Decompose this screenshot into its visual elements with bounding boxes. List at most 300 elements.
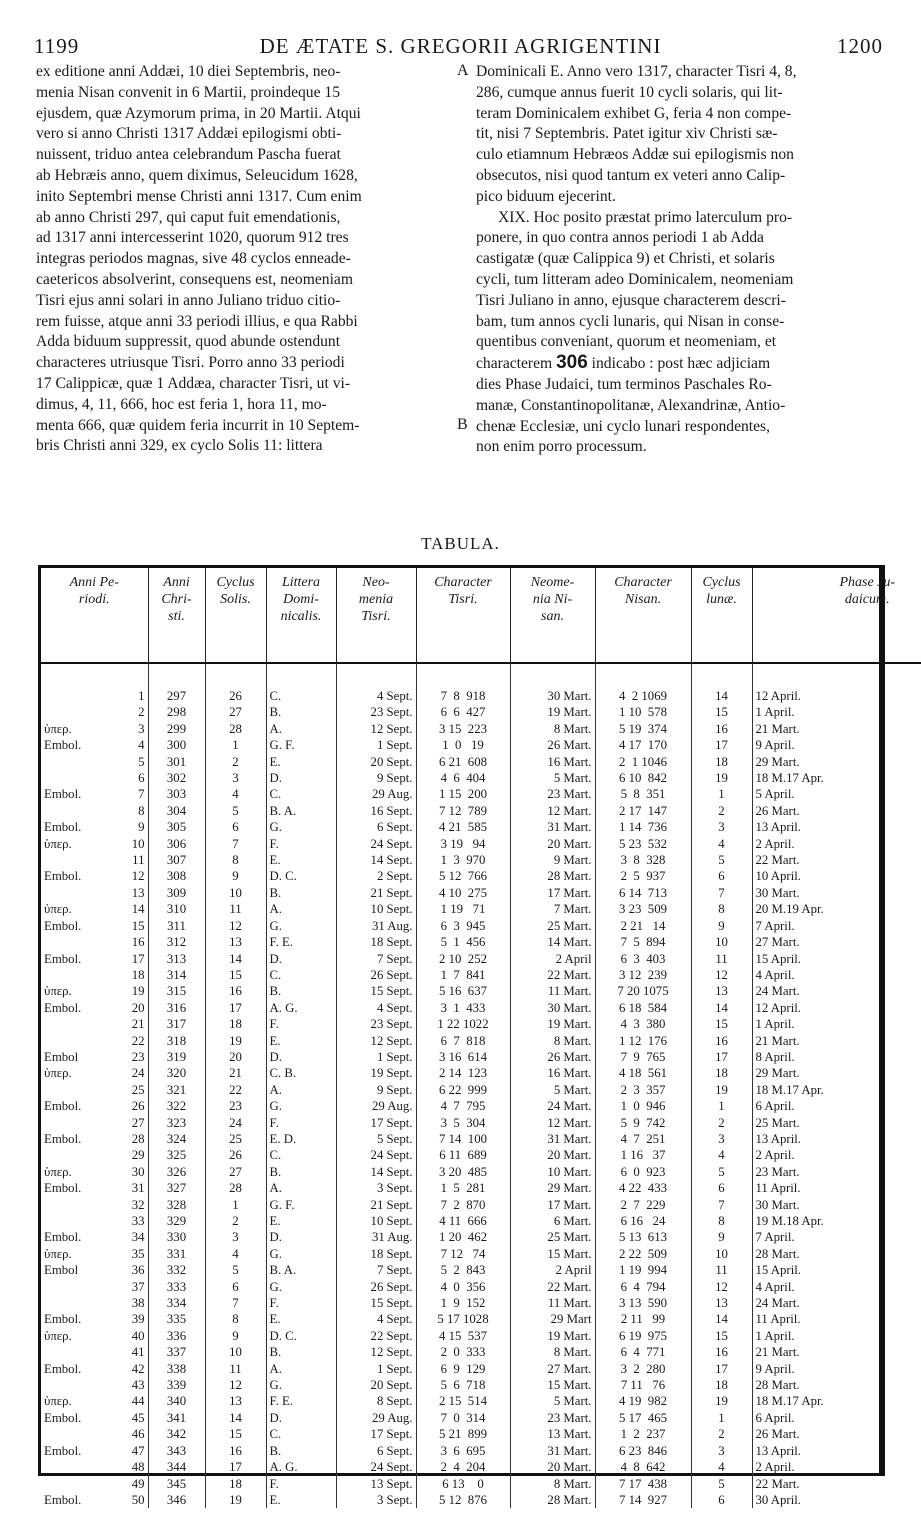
right-paragraph-2 (476, 208, 886, 354)
period-year-number: 32 (131, 1197, 145, 1212)
period-year-cell (41, 1492, 148, 1508)
table-cell: 4 17 170 (595, 737, 691, 753)
table-cell: 21 Mart. (755, 721, 800, 736)
table-cell: 10 (691, 934, 752, 950)
table-cell: 17 (691, 1049, 752, 1065)
year-type-label: Embol. (44, 918, 82, 933)
table-cell: D. (266, 1410, 336, 1426)
table-row (41, 836, 921, 852)
table-cell: 11 Mart. (510, 1295, 595, 1311)
period-year-cell (41, 1459, 148, 1475)
table-row (41, 967, 921, 983)
table-cell: 317 (148, 1016, 205, 1032)
table-cell: 2 (691, 803, 752, 819)
period-year-number: 44 (131, 1394, 145, 1409)
table-cell: B. (266, 885, 336, 901)
table-cell: B. (266, 983, 336, 999)
table-cell: 2 3 357 (595, 1082, 691, 1098)
table-row (41, 1262, 921, 1278)
table-cell: D. (266, 1229, 336, 1245)
table-cell: 17 (691, 737, 752, 753)
text-line: vero si anno Christi 1317 Addæi epilogismi obti- (36, 125, 342, 143)
table-cell: 340 (148, 1393, 205, 1409)
text-line: caetericos absolverint, consequens est, neomeniam (36, 270, 353, 288)
table-row (41, 1213, 921, 1229)
table-cell: 5 17 465 (595, 1410, 691, 1426)
text-line: pico biduum ejecerint. (476, 187, 616, 205)
table-row (41, 951, 921, 967)
table-cell: 4 18 561 (595, 1065, 691, 1081)
table-cell: 6 Mart. (510, 1213, 595, 1229)
table-cell: 29 Aug. (336, 1098, 416, 1114)
table-cell: 6 7 818 (416, 1033, 510, 1049)
table-cell: 14 (691, 663, 752, 704)
table-row (41, 885, 921, 901)
table-cell: 31 Mart. (510, 819, 595, 835)
table-cell: F. (266, 1476, 336, 1492)
period-year-cell (41, 704, 148, 720)
table-cell: B. (266, 1344, 336, 1360)
text-line: menia Nisan convenit in 6 Martii, proindeque 15 (36, 83, 341, 101)
table-cell: 8 Mart. (510, 721, 595, 737)
table-cell: 6 4 771 (595, 1344, 691, 1360)
period-year-number: 12 (131, 869, 145, 884)
table-cell: 13 April. (755, 1443, 802, 1458)
table-cell: 3 8 328 (595, 852, 691, 868)
table-cell: 19 (691, 1393, 752, 1409)
year-type-label: ὑπερ. (44, 721, 72, 736)
table-cell: 27 (205, 1164, 266, 1180)
table-cell: 21 Sept. (336, 1197, 416, 1213)
bold-number: 306 (556, 352, 588, 374)
table-cell: 5 9 742 (595, 1115, 691, 1131)
table-cell: E. (266, 1033, 336, 1049)
table-cell: 1 April. (755, 705, 795, 720)
table-cell: D. (266, 770, 336, 786)
table-row (41, 1344, 921, 1360)
table-body (41, 663, 921, 1508)
period-year-cell (41, 885, 148, 901)
table-cell: 1 April. (755, 1328, 795, 1343)
period-year-number: 40 (131, 1328, 145, 1343)
text-line: ab anno Christi 297, qui caput fuit emendationis, (36, 208, 341, 226)
table-cell: 18 M.17 Apr. (755, 1394, 824, 1409)
table-cell: 13 (691, 1295, 752, 1311)
table-cell: 14 (205, 951, 266, 967)
table-cell: 29 Mart. (755, 1066, 800, 1081)
table-row (41, 737, 921, 753)
table-cell: 314 (148, 967, 205, 983)
year-type-label: Embol. (44, 1230, 82, 1245)
right-paragraph-1 (476, 62, 886, 208)
table-cell: 343 (148, 1443, 205, 1459)
table-cell: 1 (691, 1410, 752, 1426)
table-cell: A. (266, 1180, 336, 1196)
column-header: Littera Domi- nicalis. (266, 568, 336, 663)
table-cell: 19 Sept. (336, 1065, 416, 1081)
table-cell: 6 23 846 (595, 1443, 691, 1459)
period-year-number: 3 (138, 721, 145, 736)
table-cell: 18 (691, 1065, 752, 1081)
table-cell: 15 (205, 967, 266, 983)
table-cell: 14 Sept. (336, 1164, 416, 1180)
table-cell: 16 (205, 983, 266, 999)
text-line: chenæ Ecclesiæ, uni cyclo lunari respondentes, (476, 417, 771, 435)
table-cell: 3 19 94 (416, 836, 510, 852)
table-cell: 14 (691, 1311, 752, 1327)
table-cell: 7 9 765 (595, 1049, 691, 1065)
table-cell: 29 Mart. (510, 1180, 595, 1196)
period-year-cell (41, 918, 148, 934)
table-cell: 4 (691, 836, 752, 852)
period-year-number: 20 (131, 1000, 145, 1015)
period-year-cell (41, 721, 148, 737)
text-line: manæ, Constantinopolitanæ, Alexandrinæ, Antio- (476, 396, 786, 414)
text-line: non enim porro processum. (476, 438, 647, 456)
table-cell: 2 4 204 (416, 1459, 510, 1475)
table-cell: 29 Mart (510, 1311, 595, 1327)
table-cell: 25 Mart. (510, 918, 595, 934)
table-cell: 18 (205, 1476, 266, 1492)
period-year-number: 15 (131, 918, 145, 933)
period-year-cell (41, 967, 148, 983)
table-cell: 297 (148, 663, 205, 704)
table-cell: 12 Mart. (510, 803, 595, 819)
table-cell: 4 3 380 (595, 1016, 691, 1032)
table-row (41, 786, 921, 802)
period-year-number: 14 (131, 902, 145, 917)
table-cell: 1 Sept. (336, 737, 416, 753)
table-cell: 7 April. (755, 918, 795, 933)
table-cell: 4 8 642 (595, 1459, 691, 1475)
period-year-cell (41, 1131, 148, 1147)
table-cell: 4 6 404 (416, 770, 510, 786)
table-cell: 24 Mart. (755, 1296, 800, 1311)
period-year-number: 48 (131, 1460, 145, 1475)
table-cell: 6 10 842 (595, 770, 691, 786)
period-year-number: 41 (131, 1345, 145, 1360)
year-type-label: Embol. (44, 1181, 82, 1196)
table-cell: 10 Sept. (336, 1213, 416, 1229)
table-cell: 26 Mart. (510, 737, 595, 753)
table-cell: 20 (205, 1049, 266, 1065)
table-cell: D. (266, 1049, 336, 1065)
table-cell: 7 Sept. (336, 1262, 416, 1278)
table-cell: 11 April. (755, 1181, 801, 1196)
table-cell: 7 12 74 (416, 1246, 510, 1262)
table-cell: 302 (148, 770, 205, 786)
table-cell: 6 19 975 (595, 1328, 691, 1344)
table-cell: 29 Aug. (336, 786, 416, 802)
table-cell: C. (266, 967, 336, 983)
table-cell: 4 (205, 786, 266, 802)
table-cell: 7 (205, 1295, 266, 1311)
table-cell: 9 April. (755, 1361, 795, 1376)
table-cell: 17 Sept. (336, 1426, 416, 1442)
text-line: rem fuisse, atque anni 33 periodi illius, e qua Rabbi (36, 312, 358, 330)
table-cell: 5 (691, 1476, 752, 1492)
table-row (41, 1295, 921, 1311)
table-cell: 15 Sept. (336, 1295, 416, 1311)
table-cell: 344 (148, 1459, 205, 1475)
table-cell: 30 Mart. (755, 1197, 800, 1212)
table-cell: 6 (691, 868, 752, 884)
period-year-number: 33 (131, 1214, 145, 1228)
table-row (41, 918, 921, 934)
table-cell: A. (266, 1082, 336, 1098)
table-cell: 2 21 14 (595, 918, 691, 934)
table-cell: 337 (148, 1344, 205, 1360)
table-row (41, 1476, 921, 1492)
table-cell: 4 Sept. (336, 663, 416, 704)
table-cell: 5 (691, 852, 752, 868)
table-cell: 3 (205, 770, 266, 786)
table-cell: E. D. (266, 1131, 336, 1147)
table-row (41, 1033, 921, 1049)
table-cell: A. (266, 901, 336, 917)
text-line: dies Phase Judaici, tum terminos Paschales Ro- (476, 375, 772, 393)
table-cell: 20 Mart. (510, 836, 595, 852)
table-cell: 4 21 585 (416, 819, 510, 835)
table-row (41, 1279, 921, 1295)
year-type-label: ὑπερ. (44, 984, 72, 999)
table-cell: 17 (205, 1459, 266, 1475)
table-cell: 14 (205, 1410, 266, 1426)
table-cell: 17 Mart. (510, 885, 595, 901)
period-year-number: 21 (131, 1017, 145, 1032)
column-header: Phase Ju- daicum. (752, 568, 921, 663)
table-cell: 20 Sept. (336, 754, 416, 770)
table-cell: 319 (148, 1049, 205, 1065)
table-cell: 9 April. (755, 738, 795, 753)
period-year-number: 11 (132, 853, 145, 868)
table-cell: 8 (691, 901, 752, 917)
column-header: Neo- menia Tisri. (336, 568, 416, 663)
table-cell: 338 (148, 1361, 205, 1377)
table-cell: 3 13 590 (595, 1295, 691, 1311)
text-line: teram Dominicalem exhibet G, feria 4 non compe- (476, 104, 792, 122)
table-cell: 346 (148, 1492, 205, 1508)
period-year-cell (41, 770, 148, 786)
table-cell: 25 Mart. (755, 1115, 800, 1130)
table-cell: 6 6 427 (416, 704, 510, 720)
table-cell: A. (266, 721, 336, 737)
table-cell: 15 (691, 704, 752, 720)
table-cell: 8 Mart. (510, 1344, 595, 1360)
text-line: menta 666, quæ quidem feria incurrit in 10 Septem- (36, 416, 360, 434)
table-cell: B. A. (266, 1262, 336, 1278)
table-cell: 15 (691, 1328, 752, 1344)
text-line: Adda biduum suppressit, quod abunde ostendunt (36, 333, 341, 351)
table-cell: 18 Sept. (336, 934, 416, 950)
table-cell: 14 Mart. (510, 934, 595, 950)
table-row (41, 1328, 921, 1344)
year-type-label: Embol (44, 1263, 79, 1278)
table-row (41, 1393, 921, 1409)
table-cell: 325 (148, 1147, 205, 1163)
text-line: dimus, 4, 11, 666, hoc est feria 1, hora 11, mo- (36, 395, 327, 413)
left-column-text (36, 62, 452, 457)
table-cell: 1 April. (755, 1017, 795, 1032)
tabula-table (38, 565, 896, 1507)
text-line: inito Septembri mense Christi anni 1317. Cum enim (36, 187, 362, 205)
period-year-cell (41, 1262, 148, 1278)
table-cell: 3 15 223 (416, 721, 510, 737)
table-cell: 11 (691, 1262, 752, 1278)
table-row (41, 1377, 921, 1393)
period-year-number: 22 (131, 1033, 145, 1048)
table-cell: 7 (691, 885, 752, 901)
table-cell: 31 Aug. (336, 918, 416, 934)
period-year-number: 50 (131, 1492, 145, 1507)
period-year-number: 45 (131, 1410, 145, 1425)
running-header (0, 34, 921, 60)
table-cell: 7 11 76 (595, 1377, 691, 1393)
table-cell: 7 14 927 (595, 1492, 691, 1508)
table-cell: 1 16 37 (595, 1147, 691, 1163)
table-cell: 2 17 147 (595, 803, 691, 819)
table-row (41, 983, 921, 999)
table-cell: 5 12 876 (416, 1492, 510, 1508)
table-cell: 12 Mart. (510, 1115, 595, 1131)
table-cell: 24 Sept. (336, 1459, 416, 1475)
table-cell: 2 Sept. (336, 868, 416, 884)
table-cell: 5 12 766 (416, 868, 510, 884)
table-cell: 6 14 713 (595, 885, 691, 901)
period-year-cell (41, 803, 148, 819)
period-year-number: 36 (131, 1263, 145, 1278)
text-line: ex editione anni Addæi, 10 diei Septembris, neo- (36, 63, 341, 80)
year-type-label: ὑπερ. (44, 1328, 72, 1343)
table-cell: 13 Mart. (510, 1426, 595, 1442)
text-line: ab Hebræis anno, quem diximus, Seleucidum 1628, (36, 166, 358, 184)
table-cell: 27 Mart. (755, 935, 800, 950)
year-type-label: Embol. (44, 1312, 82, 1327)
table-row (41, 1147, 921, 1163)
period-year-number: 13 (131, 885, 145, 900)
table-cell: 5 2 843 (416, 1262, 510, 1278)
table-cell: 27 (205, 704, 266, 720)
margin-mark-a: A (457, 62, 469, 79)
period-year-number: 18 (131, 967, 145, 982)
table-row (41, 704, 921, 720)
column-header: Anni Chri- sti. (148, 568, 205, 663)
table-cell: 5 6 718 (416, 1377, 510, 1393)
table-cell: 10 (691, 1246, 752, 1262)
column-header: Neome- nia Ni- san. (510, 568, 595, 663)
table-cell: 2 (691, 1426, 752, 1442)
table-cell: 7 12 789 (416, 803, 510, 819)
period-year-cell (41, 1164, 148, 1180)
table-cell: 6 (691, 1180, 752, 1196)
table-cell: 5 13 613 (595, 1229, 691, 1245)
table-cell: 2 14 123 (416, 1065, 510, 1081)
table-cell: 322 (148, 1098, 205, 1114)
table-cell: 1 Sept. (336, 1361, 416, 1377)
table-cell: 1 14 736 (595, 819, 691, 835)
text-line: culo etiamnum Hebræos Addæ sui epilogismis non (476, 146, 794, 164)
table-cell: 20 M.19 Apr. (755, 902, 824, 917)
table-cell: 304 (148, 803, 205, 819)
table-header-row (41, 568, 921, 663)
period-year-cell (41, 754, 148, 770)
table-cell: 1 19 994 (595, 1262, 691, 1278)
table-cell: C. (266, 786, 336, 802)
period-year-cell (41, 1033, 148, 1049)
running-title: DE ÆTATE S. GREGORII AGRIGENTINI (259, 34, 662, 58)
table-cell: 7 17 438 (595, 1476, 691, 1492)
table-cell: 27 Mart. (510, 1361, 595, 1377)
period-year-number: 27 (131, 1115, 145, 1130)
table-cell: 15 (205, 1426, 266, 1442)
table-cell: 1 15 200 (416, 786, 510, 802)
table-row (41, 868, 921, 884)
table-cell: 15 Mart. (510, 1246, 595, 1262)
table-cell: 308 (148, 868, 205, 884)
period-year-cell (41, 1344, 148, 1360)
table-cell: 4 April. (755, 967, 795, 982)
year-type-label: Embol. (44, 1000, 82, 1015)
table-cell: 16 (205, 1443, 266, 1459)
period-year-number: 34 (131, 1230, 145, 1245)
period-year-cell (41, 786, 148, 802)
text-line: ponere, in quo contra annos periodi 1 ab Adda (476, 229, 764, 247)
table-cell: 18 (691, 754, 752, 770)
table-cell: A. G. (266, 1459, 336, 1475)
table-cell: 11 Mart. (510, 983, 595, 999)
table-cell: B. (266, 1443, 336, 1459)
year-type-label: Embol. (44, 869, 82, 884)
table-row (41, 1164, 921, 1180)
table-cell: 9 Sept. (336, 770, 416, 786)
period-year-cell (41, 1328, 148, 1344)
table-cell: 3 Sept. (336, 1180, 416, 1196)
table-cell: 2 0 333 (416, 1344, 510, 1360)
table-row (41, 1410, 921, 1426)
table-cell: D. C. (266, 868, 336, 884)
period-year-number: 39 (131, 1312, 145, 1327)
table-cell: 10 (205, 885, 266, 901)
table-row (41, 819, 921, 835)
table-cell: C. B. (266, 1065, 336, 1081)
period-year-cell (41, 1377, 148, 1393)
table-cell: 19 (205, 1033, 266, 1049)
table-cell: 10 Sept. (336, 901, 416, 917)
period-year-cell (41, 1098, 148, 1114)
table-cell: 24 (205, 1115, 266, 1131)
table-cell: 2 (205, 1213, 266, 1229)
table-cell: 7 20 1075 (595, 983, 691, 999)
table-title: TABULA. (421, 534, 500, 553)
period-year-number: 19 (131, 984, 145, 999)
period-year-number: 23 (131, 1049, 145, 1064)
table-cell: 12 (205, 1377, 266, 1393)
table-cell: 28 (205, 1180, 266, 1196)
text-line: castigatæ (quæ Calippica 9) et Christi, et solaris (476, 250, 775, 268)
table-cell: 23 Mart. (510, 786, 595, 802)
table-cell: 2 7 229 (595, 1197, 691, 1213)
table-cell: 26 (205, 663, 266, 704)
table-cell: 3 (691, 819, 752, 835)
table-cell: E. (266, 1213, 336, 1229)
table-cell: E. (266, 754, 336, 770)
table-cell: E. (266, 1311, 336, 1327)
table-cell: 26 Sept. (336, 1279, 416, 1295)
table-cell: 6 9 129 (416, 1361, 510, 1377)
table-cell: 8 (205, 1311, 266, 1327)
table-cell: 15 April. (755, 1263, 802, 1278)
table-cell: 5 Sept. (336, 1131, 416, 1147)
